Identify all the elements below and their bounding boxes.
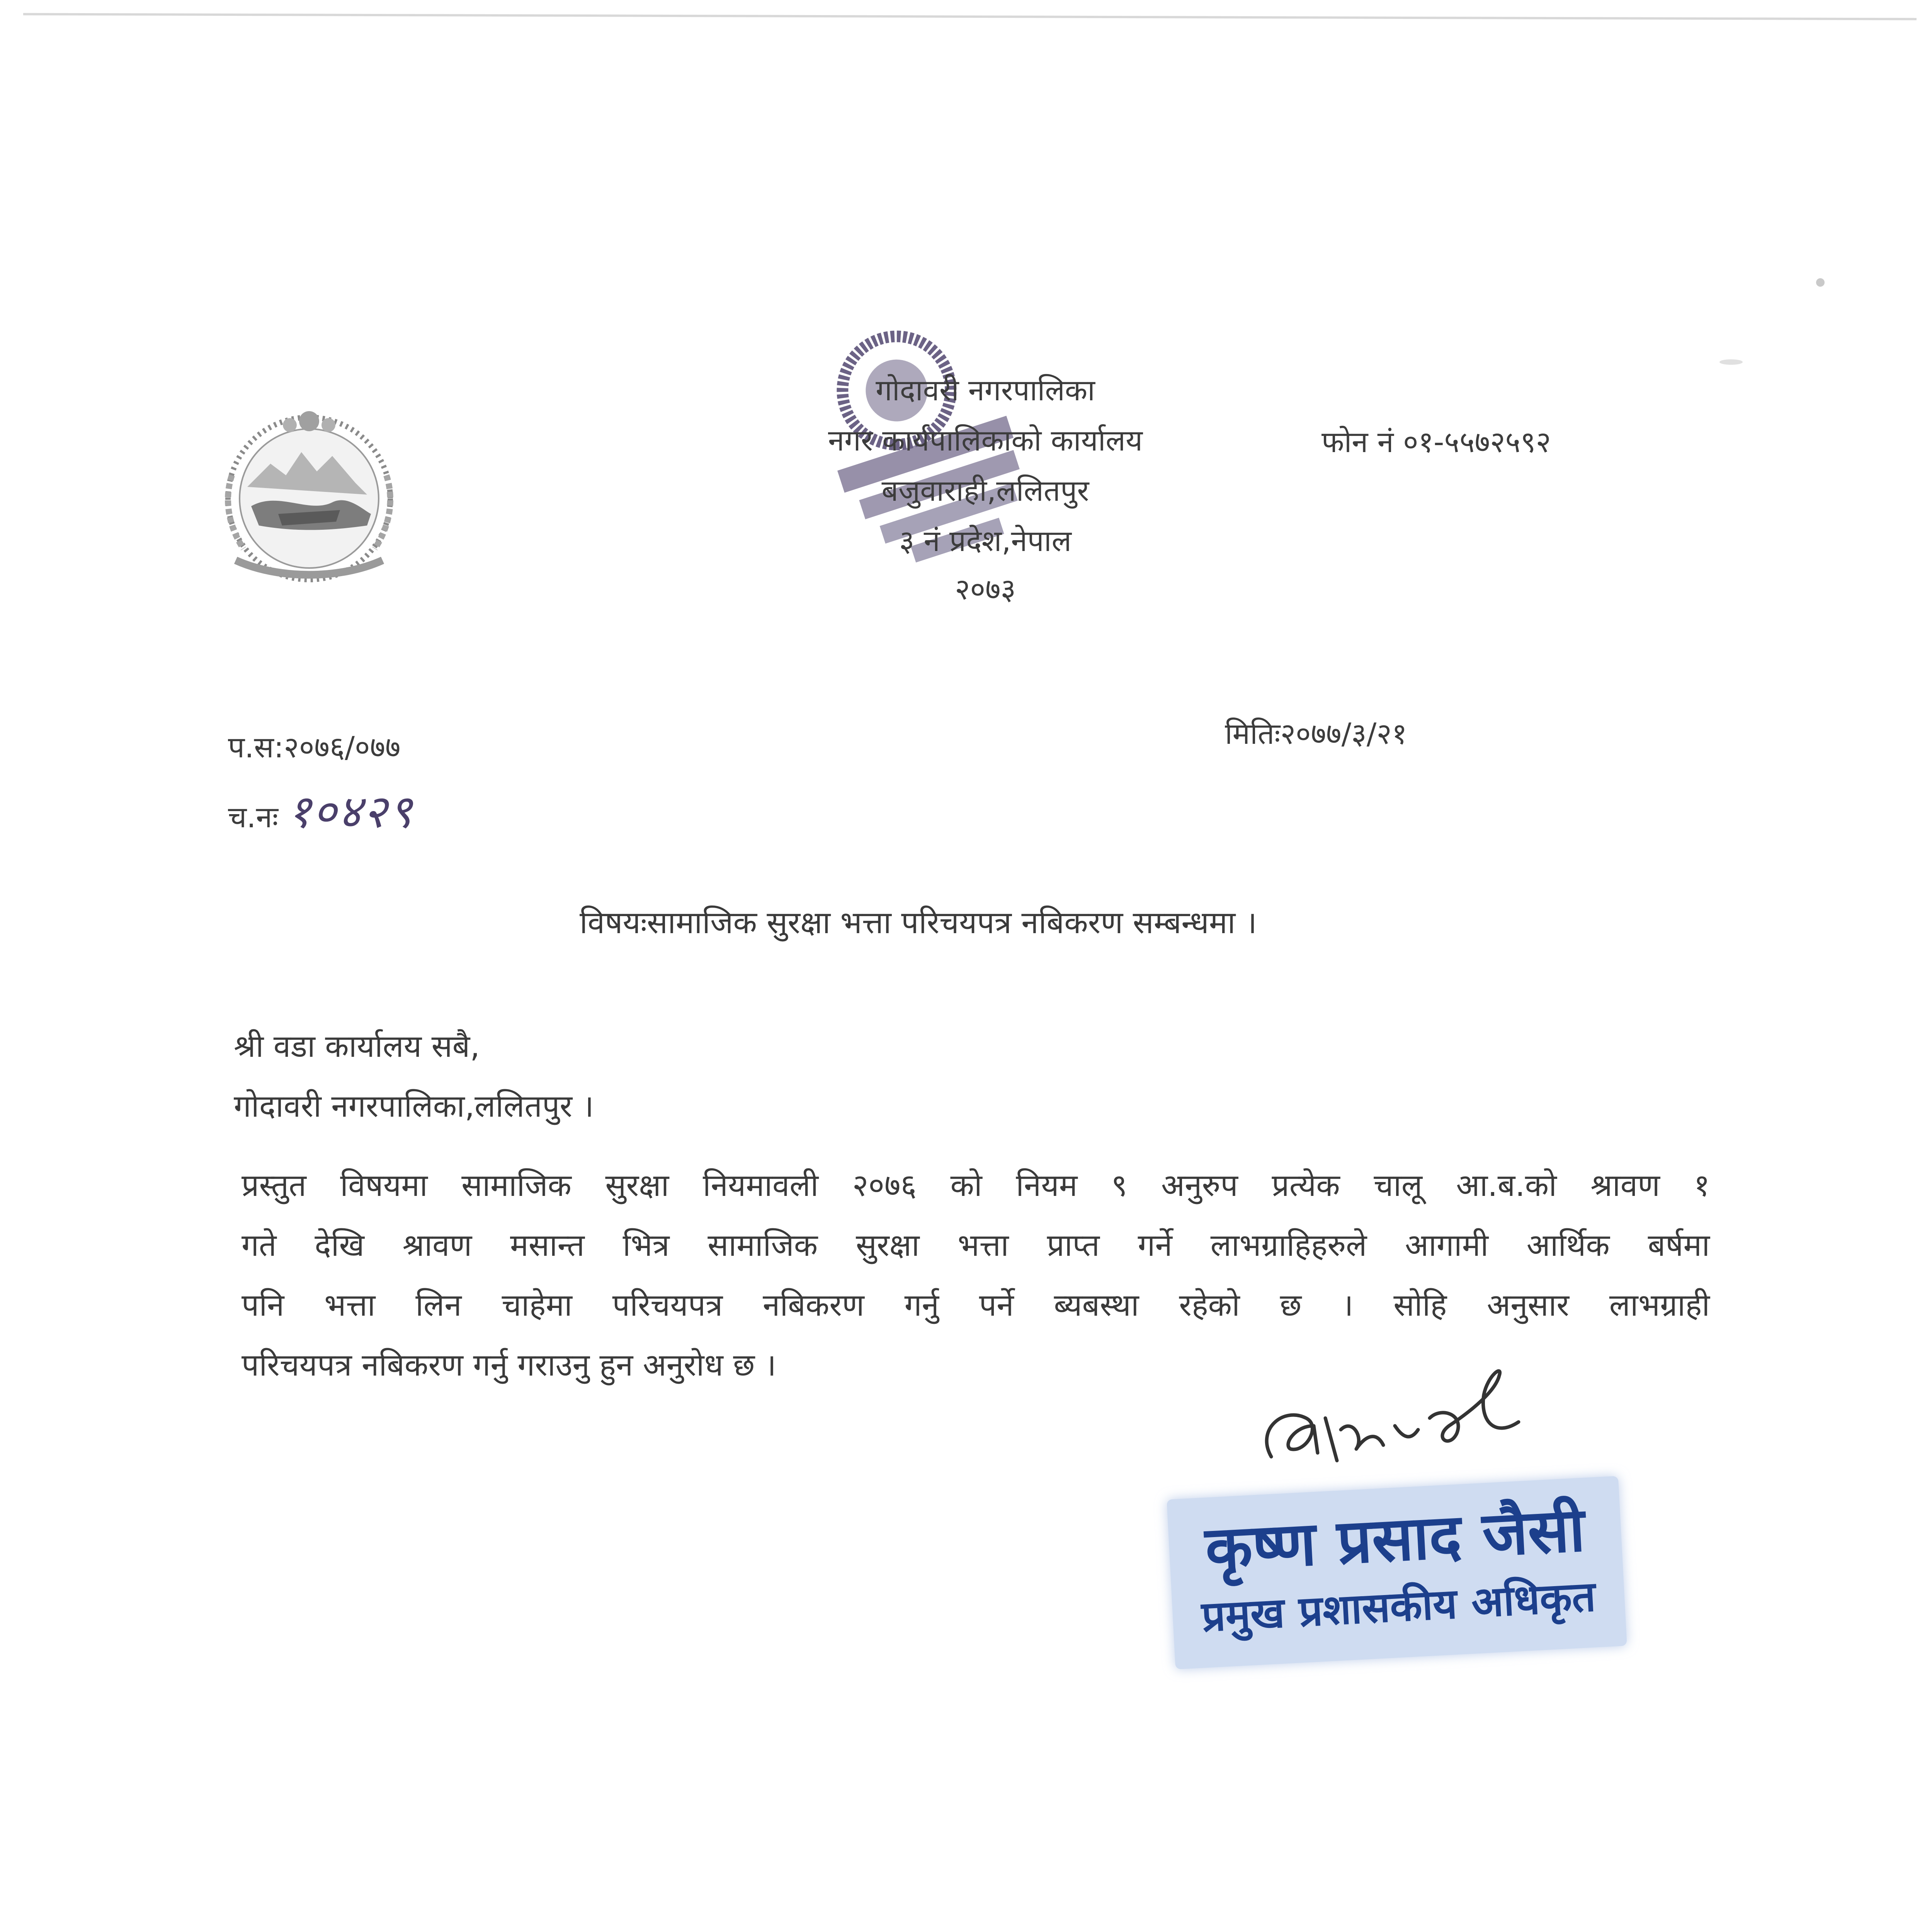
office-type: नगर कार्यपालिकाको कार्यालय	[828, 423, 1143, 457]
scan-speck	[1719, 359, 1743, 365]
signatory-title: प्रमुख प्रशासकीय अधिकृत	[1200, 1572, 1597, 1641]
office-province: ३ नं प्रदेश,नेपाल	[899, 524, 1071, 558]
office-name: गोदावरी नगरपालिका	[876, 373, 1095, 407]
office-address: बजुवाराही,ललितपुर	[881, 473, 1089, 508]
scan-speck	[1816, 278, 1825, 287]
body-line-4: परिचयपत्र नबिकरण गर्नु गराउनु हुन अनुरोध छ ।	[242, 1347, 777, 1383]
dispatch-number-row	[228, 779, 414, 841]
body-line-3: पनि भत्ता लिन चाहेमा परिचयपत्र नबिकरण गर्नु पर्ने ब्यबस्था रहेको छ । सोहि अनुसार लाभग्राही	[242, 1287, 1710, 1323]
signatory-name: कृष्ण प्रसाद जैसी	[1203, 1494, 1587, 1585]
body-line-1: प्रस्तुत विषयमा सामाजिक सुरक्षा नियमावली २०७६ को नियम ९ अनुरुप प्रत्येक चालू आ.ब.को श्रावण १	[242, 1167, 1710, 1203]
recipient-line-1: श्री वडा कार्यालय सबै,	[234, 1028, 480, 1064]
office-established-year: २०७३	[954, 572, 1016, 606]
dispatch-number-label: च.नः	[228, 800, 278, 834]
body-line-2: गते देखि श्रावण मसान्त भित्र सामाजिक सुरक्षा भत्ता प्राप्त गर्ने लाभग्राहिहरुले आगामी आर्थिक बर्षमा	[242, 1227, 1710, 1263]
nepal-emblem-icon	[201, 398, 417, 599]
signatory-seal	[1167, 1476, 1627, 1670]
scan-edge-line	[23, 13, 1917, 20]
dispatch-number-value: १०४२९	[287, 785, 414, 838]
letter-subject: विषयःसामाजिक सुरक्षा भत्ता परिचयपत्र नबिकरण सम्बन्धमा ।	[580, 905, 1257, 940]
office-phone: फोन नं ०१-५५७२५९२	[1321, 425, 1551, 459]
letter-date: मितिः२०७७/३/२१	[1225, 716, 1407, 751]
recipient-line-2: गोदावरी नगरपालिका,ललितपुर ।	[234, 1088, 594, 1124]
letter-reference-number: प.स:२०७६/०७७	[228, 730, 401, 764]
